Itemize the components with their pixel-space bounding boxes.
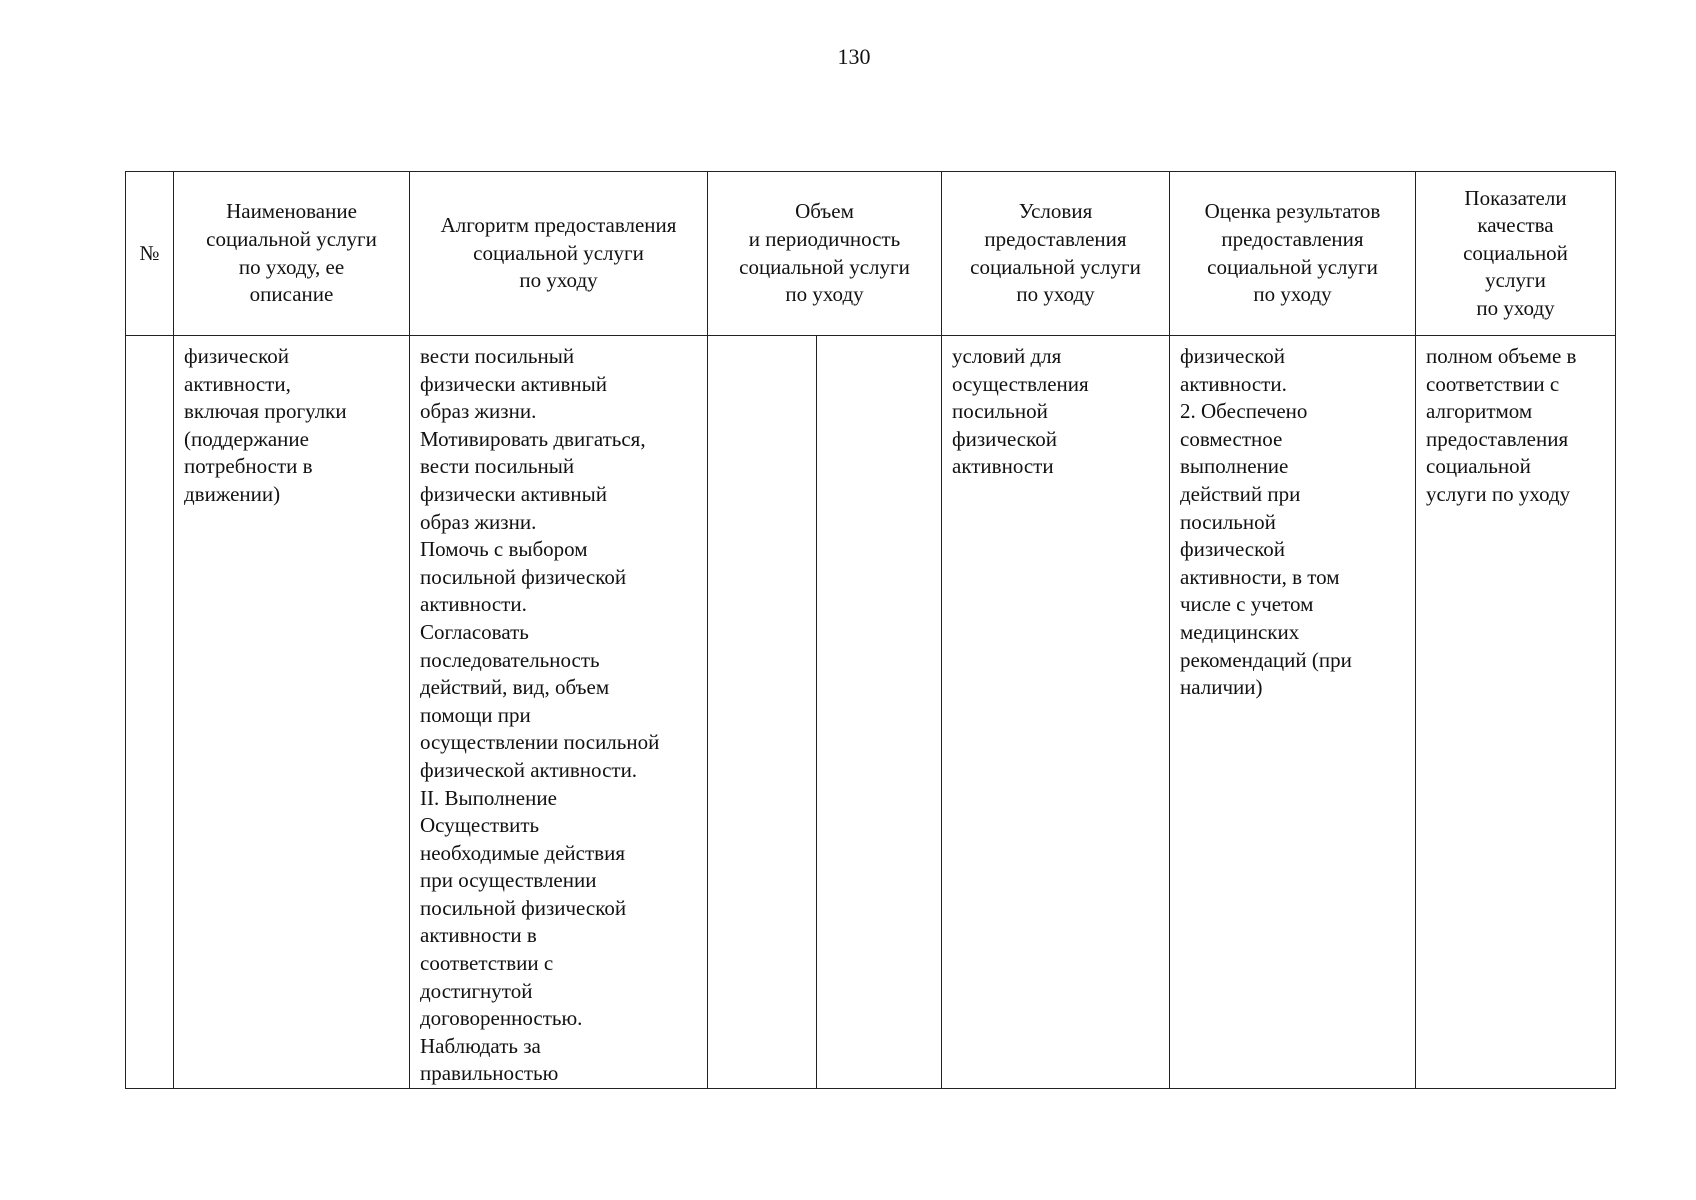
text-line: качества: [1477, 213, 1554, 238]
text-line: действий, вид, объем: [420, 675, 610, 700]
text-line: посильной физической: [420, 564, 627, 589]
text-line: рекомендаций (при: [1180, 647, 1352, 672]
text-line: вести посильный: [420, 344, 575, 368]
header-quality: [1416, 172, 1616, 336]
text-line: (поддержание: [184, 426, 309, 451]
text-line: предоставления: [1426, 426, 1569, 451]
text-line: Мотивировать двигаться,: [420, 426, 646, 451]
text-line: образ жизни.: [420, 509, 537, 534]
text-line: по уходу: [519, 268, 598, 293]
text-line: условий для: [952, 344, 1062, 368]
text-line: физически активный: [420, 371, 607, 396]
text-line: активности.: [420, 592, 527, 617]
text-line: совместное: [1180, 426, 1283, 451]
text-line: включая прогулки: [184, 399, 347, 424]
text-line: физической: [1180, 344, 1285, 368]
text-line: договоренностью.: [420, 1006, 583, 1031]
text-line: предоставления: [1221, 226, 1364, 251]
text-line: Согласовать: [420, 619, 529, 644]
text-line: активности, в том: [1180, 564, 1340, 589]
text-line: Оценка результатов: [1204, 199, 1381, 224]
text-line: по уходу: [1016, 282, 1095, 307]
text-line: и периодичность: [748, 226, 901, 251]
text-line: социальной услуги: [1207, 254, 1378, 279]
text-line: медицинских: [1180, 619, 1300, 644]
text-line: описание: [249, 282, 334, 307]
text-line: действий при: [1180, 481, 1301, 506]
text-line: помощи при: [420, 702, 531, 727]
text-line: физической: [952, 426, 1057, 451]
text-line: наличии): [1180, 675, 1263, 700]
text-line: социальной услуги: [739, 254, 910, 279]
text-line: достигнутой: [420, 978, 533, 1003]
text-line: активности: [952, 454, 1054, 479]
text-line: числе с учетом: [1180, 592, 1314, 617]
text-line: посильной физической: [420, 895, 627, 920]
text-line: потребности в: [184, 454, 313, 479]
table-row: [126, 336, 1616, 1089]
text-line: соответствии с: [420, 951, 554, 976]
text-line: Наблюдать за: [420, 1033, 541, 1058]
text-line: активности.: [1180, 371, 1287, 396]
header-conditions: [942, 172, 1170, 336]
text-line: физической активности.: [420, 757, 638, 782]
text-line: по уходу, ее: [238, 254, 345, 279]
text-line: активности в: [420, 923, 537, 948]
text-line: услуги: [1485, 268, 1546, 293]
cell-algorithm: [410, 336, 708, 1089]
header-service-name: [174, 172, 410, 336]
text-line: 2. Обеспечено: [1180, 399, 1308, 424]
text-line: физической: [184, 344, 289, 368]
cell-quality: [1416, 336, 1616, 1089]
text-line: социальной услуги: [206, 226, 377, 251]
text-line: выполнение: [1180, 454, 1289, 479]
cell-evaluation: [1170, 336, 1416, 1089]
text-line: Помочь с выбором: [420, 537, 588, 562]
text-line: по уходу: [1476, 295, 1555, 320]
text-line: необходимые действия: [420, 840, 625, 865]
text-line: социальной: [1463, 240, 1568, 265]
text-line: Алгоритм предоставления: [440, 213, 677, 238]
text-line: Осуществить: [420, 813, 540, 838]
header-number: №: [126, 172, 174, 336]
cell-volume-left: [708, 336, 817, 1089]
text-line: алгоритмом: [1426, 399, 1533, 424]
cell-number: [126, 336, 174, 1089]
text-line: физической: [1180, 537, 1285, 562]
text-line: услуги по уходу: [1426, 481, 1571, 506]
header-algorithm: [410, 172, 708, 336]
text-line: социальной: [1426, 454, 1531, 479]
header-volume: [708, 172, 942, 336]
text-line: активности,: [184, 371, 291, 396]
text-line: соответствии с: [1426, 371, 1560, 396]
text-line: образ жизни.: [420, 399, 537, 424]
text-line: предоставления: [984, 226, 1127, 251]
text-line: полном объеме в: [1426, 344, 1577, 368]
text-line: правильностью: [420, 1061, 559, 1086]
text-line: Объем: [795, 199, 854, 224]
table-header-row: [126, 172, 1616, 336]
text-line: II. Выполнение: [420, 785, 557, 810]
text-line: осуществления: [952, 371, 1089, 396]
header-evaluation: [1170, 172, 1416, 336]
text-line: социальной услуги: [473, 240, 644, 265]
text-line: по уходу: [1253, 282, 1332, 307]
text-line: осуществлении посильной: [420, 730, 660, 755]
cell-service-name: [174, 336, 410, 1089]
text-line: по уходу: [785, 282, 864, 307]
page-number: 130: [837, 44, 871, 69]
text-line: при осуществлении: [420, 868, 597, 893]
text-line: вести посильный: [420, 454, 575, 479]
cell-volume-right: [817, 336, 942, 1089]
text-line: посильной: [952, 399, 1048, 424]
text-line: последовательность: [420, 647, 600, 672]
text-line: физически активный: [420, 481, 607, 506]
text-line: Показатели: [1464, 185, 1567, 210]
cell-conditions: [942, 336, 1170, 1089]
service-table: [125, 171, 1616, 1089]
text-line: Условия: [1018, 199, 1093, 224]
text-line: посильной: [1180, 509, 1276, 534]
text-line: движении): [184, 481, 281, 506]
text-line: Наименование: [226, 199, 357, 224]
text-line: социальной услуги: [970, 254, 1141, 279]
